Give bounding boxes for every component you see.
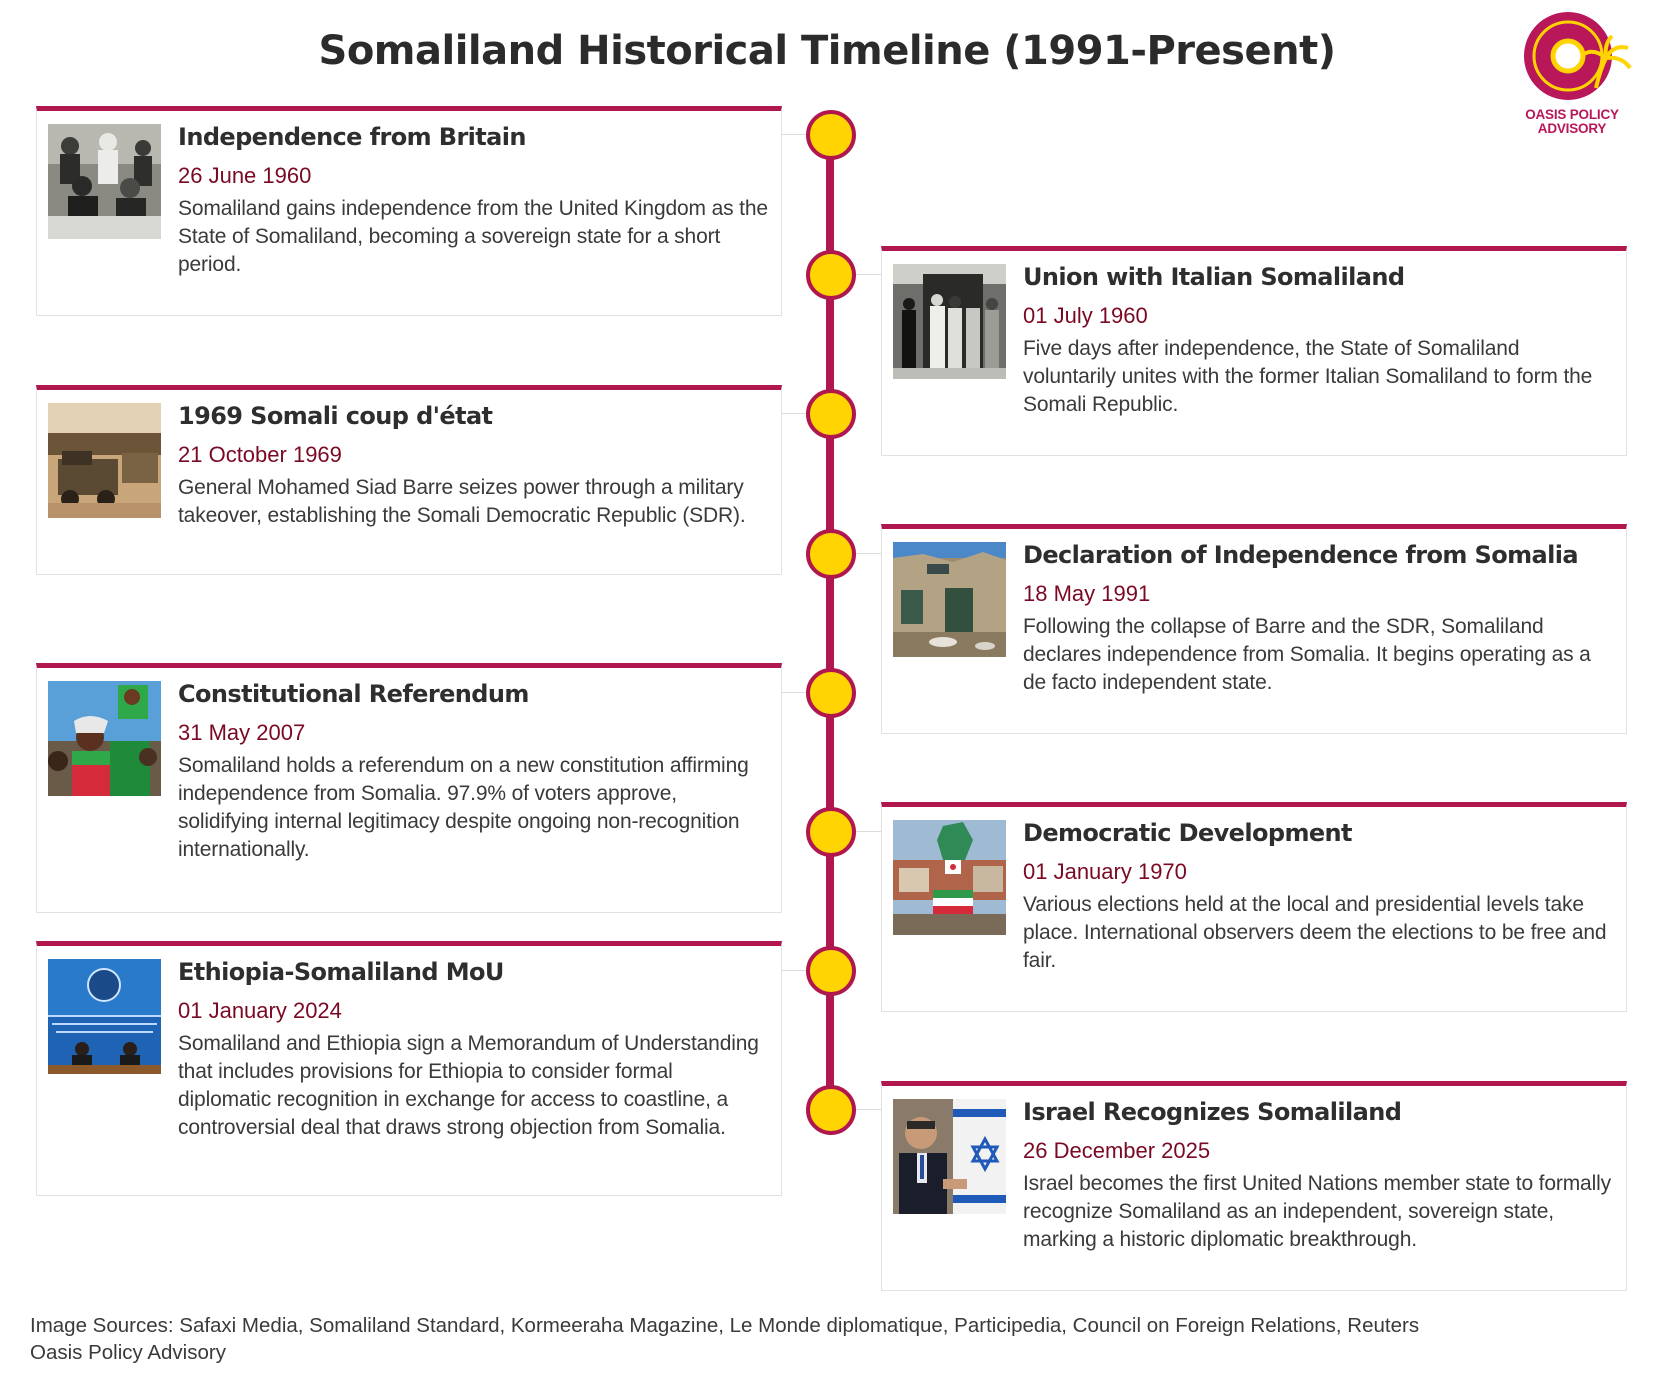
image-sources: Image Sources: Safaxi Media, Somaliland Standard, Kormeeraha Magazine, Le Monde diplomatique, Participedia, Council on Foreign Relations, Reuters xyxy=(30,1314,1420,1337)
event-card-constitutional-referendum xyxy=(36,663,782,913)
event-title: Ethiopia-Somaliland MoU xyxy=(178,958,504,986)
timeline-dot xyxy=(806,110,856,160)
event-description: Five days after independence, the State of Somaliland voluntarily unites with the former Italian Somaliland to form the Somali Republic. xyxy=(1023,337,1593,416)
event-title: Constitutional Referendum xyxy=(178,680,529,708)
timeline-dot xyxy=(806,668,856,718)
monument-photo xyxy=(893,820,1006,935)
event-card-independence-from-britain xyxy=(36,106,782,316)
event-date: 26 December 2025 xyxy=(1023,1138,1211,1163)
footer xyxy=(30,1312,1419,1366)
event-date: 01 January 1970 xyxy=(1023,859,1187,884)
page-title: Somaliland Historical Timeline (1991-Present) xyxy=(318,28,1336,74)
event-description: Somaliland and Ethiopia sign a Memorandum of Understanding that includes provisions for Ethiopia to consider formal diplomatic recognition in exchange for access to coastline, a controversial deal that draws strong objection from Somalia. xyxy=(178,1032,759,1139)
timeline-dot xyxy=(806,946,856,996)
footer-credit: Oasis Policy Advisory xyxy=(30,1341,226,1364)
timeline-dot xyxy=(806,389,856,439)
event-title: Union with Italian Somaliland xyxy=(1023,263,1405,291)
event-card-declaration-of-independence xyxy=(881,524,1627,734)
event-title: 1969 Somali coup d'état xyxy=(178,402,493,430)
logo-text-line2: ADVISORY xyxy=(1537,121,1607,136)
signing-ceremony-photo xyxy=(48,124,161,239)
event-card-israel-recognizes-somaliland xyxy=(881,1081,1627,1291)
mou-signing-photo xyxy=(48,959,161,1074)
logo-mark-icon xyxy=(1504,8,1640,108)
timeline-dot xyxy=(806,250,856,300)
ruined-building-photo xyxy=(893,542,1006,657)
officials-group-photo xyxy=(893,264,1006,379)
event-description: Somaliland holds a referendum on a new constitution affirming independence from Somalia. 97.9% of voters approve, solidifying internal legitimacy despite ongoing non-recognition internationally. xyxy=(178,754,749,861)
event-card-democratic-development xyxy=(881,802,1627,1012)
event-card-ethiopia-somaliland-mou xyxy=(36,941,782,1196)
celebration-crowd-photo xyxy=(48,681,161,796)
event-date: 18 May 1991 xyxy=(1023,581,1151,606)
timeline-dot xyxy=(806,1085,856,1135)
logo-text-line1: OASIS POLICY xyxy=(1525,107,1619,122)
military-trucks-photo xyxy=(48,403,161,518)
oasis-logo xyxy=(1504,8,1640,148)
event-title: Declaration of Independence from Somalia xyxy=(1023,541,1578,569)
event-date: 01 July 1960 xyxy=(1023,303,1148,328)
event-description: Various elections held at the local and presidential levels take place. International observers deem the elections to be free and fair. xyxy=(1023,893,1607,972)
event-description: Following the collapse of Barre and the SDR, Somaliland declares independence from Somalia. It begins operating as a de facto independent state. xyxy=(1023,615,1591,694)
event-title: Israel Recognizes Somaliland xyxy=(1023,1098,1402,1126)
event-card-union-with-italian-somaliland xyxy=(881,246,1627,456)
timeline-dot xyxy=(806,807,856,857)
timeline-dot xyxy=(806,529,856,579)
event-date: 21 October 1969 xyxy=(178,442,342,467)
event-date: 26 June 1960 xyxy=(178,163,312,188)
event-date: 31 May 2007 xyxy=(178,720,306,745)
event-description: Israel becomes the first United Nations member state to formally recognize Somaliland as an independent, sovereign state, marking a historic diplomatic breakthrough. xyxy=(1023,1172,1611,1251)
event-title: Independence from Britain xyxy=(178,123,526,151)
official-with-flag-photo xyxy=(893,1099,1006,1214)
event-date: 01 January 2024 xyxy=(178,998,342,1023)
event-title: Democratic Development xyxy=(1023,819,1352,847)
event-description: Somaliland gains independence from the United Kingdom as the State of Somaliland, becoming a sovereign state for a short period. xyxy=(178,197,768,276)
event-card-1969-somali-coup xyxy=(36,385,782,575)
event-description: General Mohamed Siad Barre seizes power through a military takeover, establishing the Somali Democratic Republic (SDR). xyxy=(178,476,746,527)
